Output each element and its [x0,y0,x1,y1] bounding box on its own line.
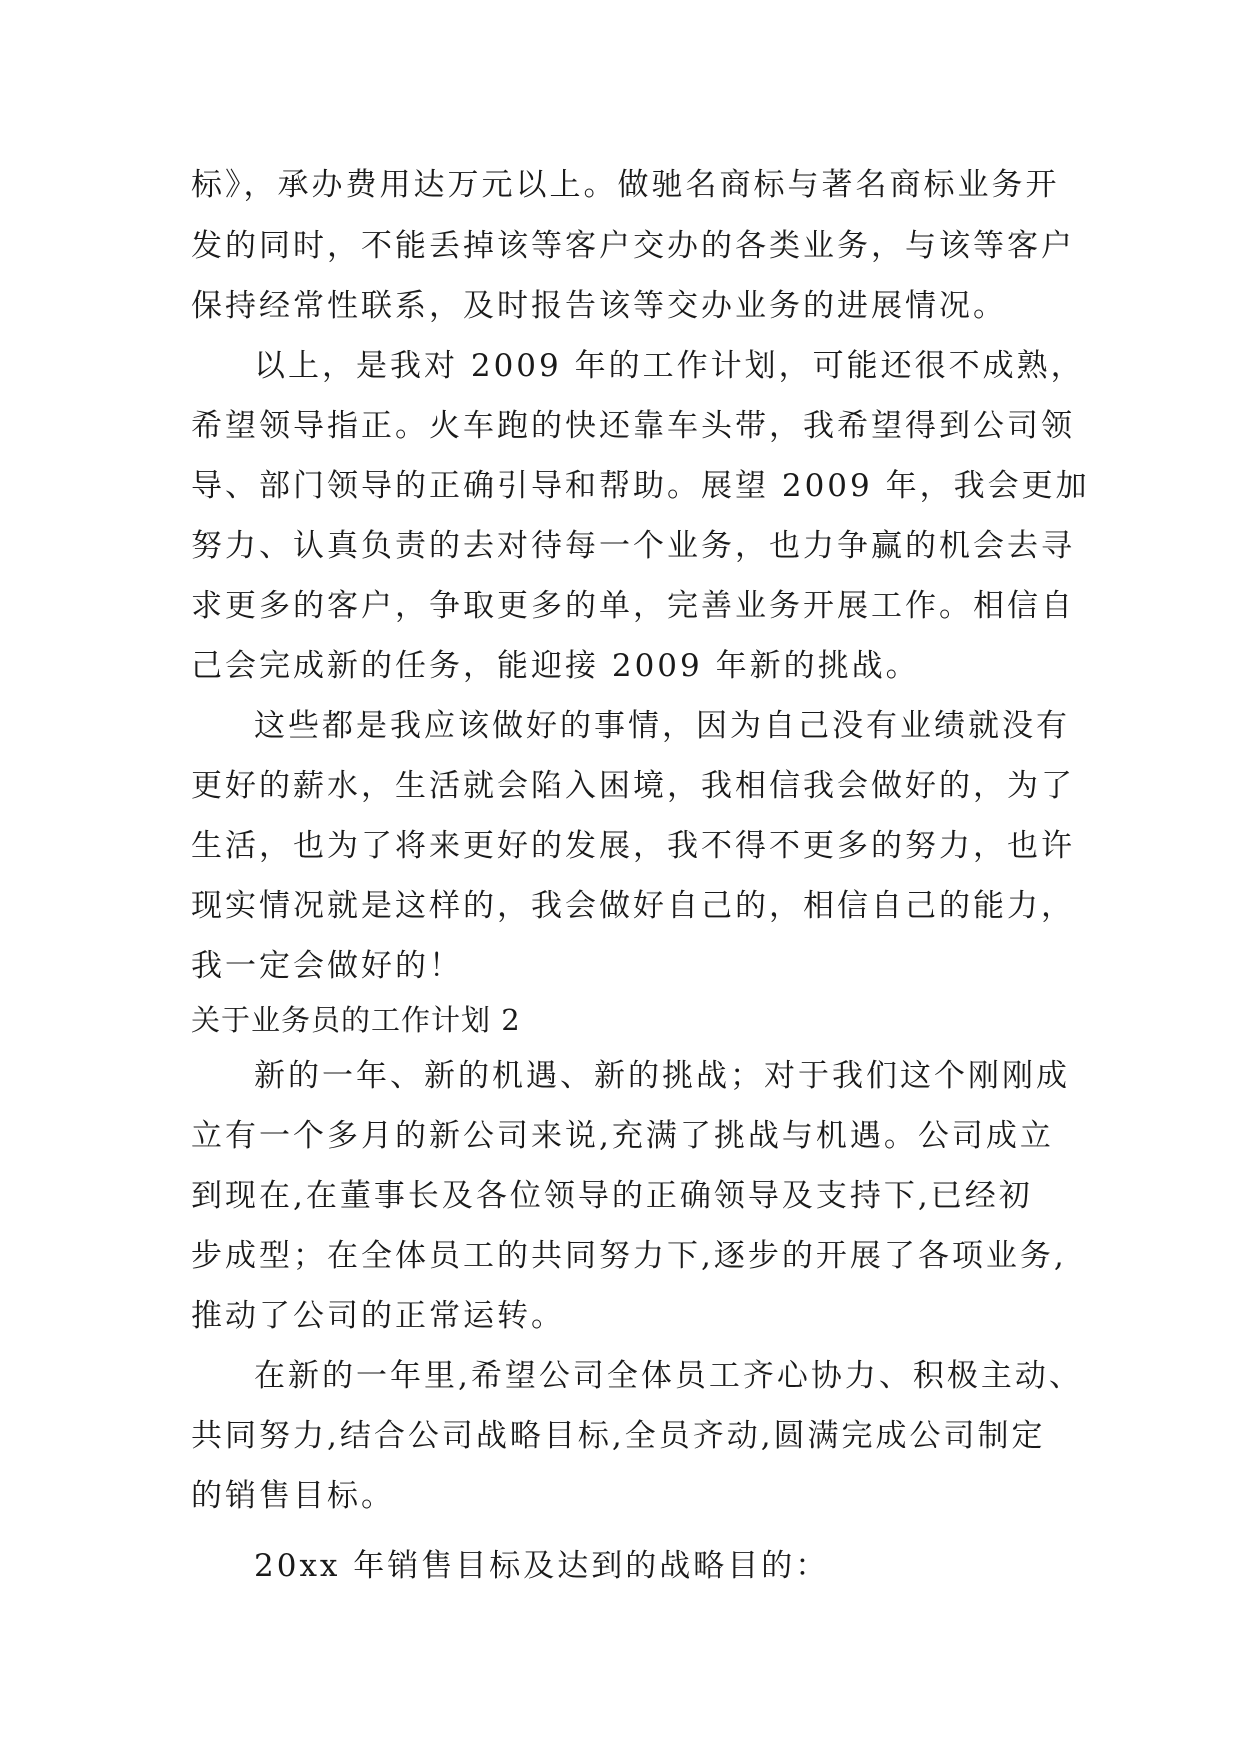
text-line: 的销售目标。 [191,1478,395,1514]
text-line: 发的同时，不能丢掉该等客户交办的各类业务，与该等客户 [191,228,1075,264]
text-line: 保持经常性联系，及时报告该等交办业务的进展情况。 [191,288,1007,324]
text-line: 在新的一年里,希望公司全体员工齐心协力、积极主动、 [254,1358,1083,1394]
text-line: 标》，承办费用达万元以上。做驰名商标与著名商标业务开 [191,167,1060,203]
text-line: 推动了公司的正常运转。 [191,1298,565,1334]
section-heading: 关于业务员的工作计划 2 [191,1003,521,1037]
text-line: 这些都是我应该做好的事情，因为自己没有业绩就没有 [254,708,1070,744]
text-line: 更好的薪水，生活就会陷入困境，我相信我会做好的，为了 [191,768,1075,804]
text-line: 希望领导指正。火车跑的快还靠车头带，我希望得到公司领 [191,408,1075,444]
text-line: 现实情况就是这样的，我会做好自己的，相信自己的能力， [191,888,1075,924]
text-line: 新的一年、新的机遇、新的挑战；对于我们这个刚刚成 [254,1058,1070,1094]
text-line: 努力、认真负责的去对待每一个业务，也力争赢的机会去寻 [191,528,1075,564]
text-line: 己会完成新的任务，能迎接 2009 年新的挑战。 [191,648,920,684]
text-line: 到现在,在董事长及各位领导的正确领导及支持下,已经初 [191,1178,1033,1214]
text-line: 我一定会做好的！ [191,948,463,984]
text-line: 立有一个多月的新公司来说,充满了挑战与机遇。公司成立 [191,1118,1054,1154]
text-line: 以上，是我对 2009 年的工作计划，可能还很不成熟， [254,348,1085,384]
text-line: 共同努力,结合公司战略目标,全员齐动,圆满完成公司制定 [191,1418,1046,1454]
text-line: 20xx 年销售目标及达到的战略目的： [254,1548,830,1584]
text-line: 求更多的客户，争取更多的单，完善业务开展工作。相信自 [191,588,1075,624]
text-line: 步成型；在全体员工的共同努力下,逐步的开展了各项业务, [191,1238,1067,1274]
text-line: 生活，也为了将来更好的发展，我不得不更多的努力，也许 [191,828,1075,864]
text-line: 导、部门领导的正确引导和帮助。展望 2009 年，我会更加 [191,468,1090,504]
